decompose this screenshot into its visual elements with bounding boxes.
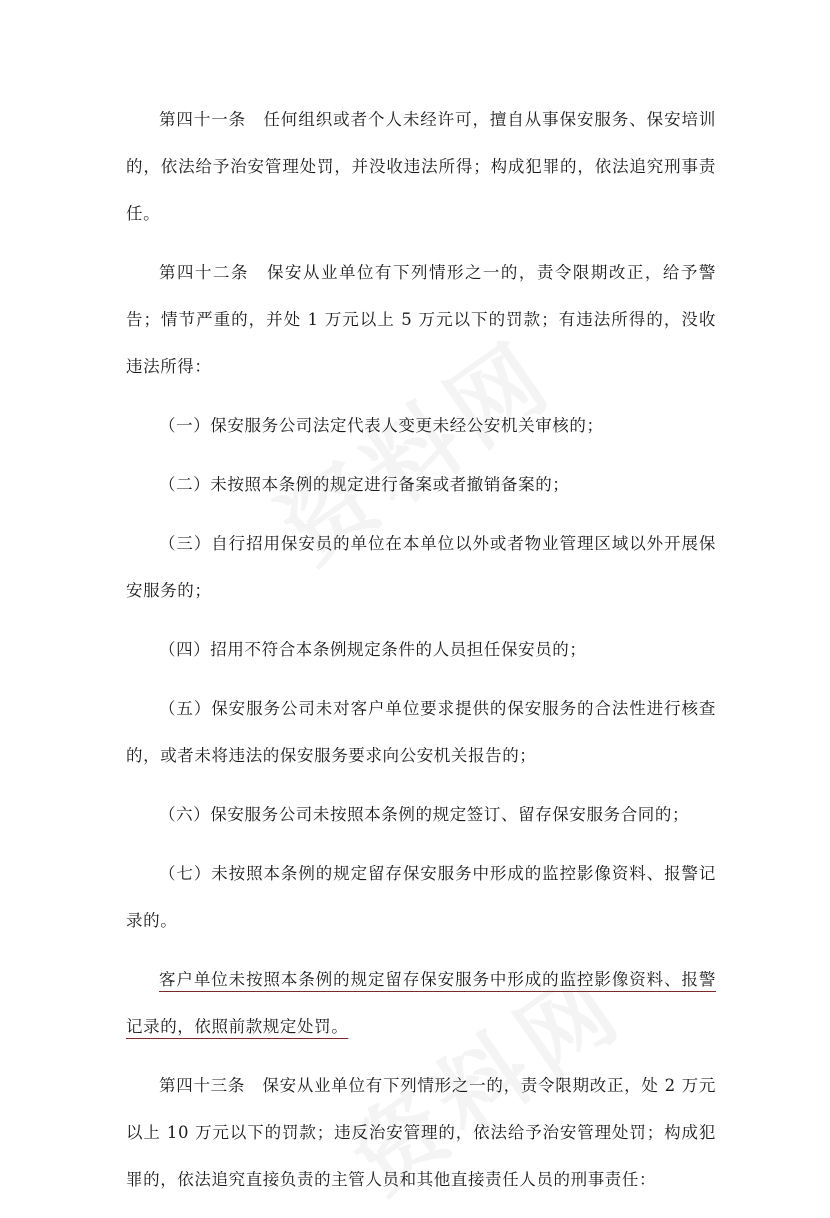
client-unit-paragraph: 客户单位未按照本条例的规定留存保安服务中形成的监控影像资料、报警记录的，依照前款规定处罚。 <box>126 970 716 1036</box>
article-41-paragraph: 第四十一条 任何组织或者个人未经许可，擅自从事保安服务、保安培训的，依法给予治安管理处罚，并没收违法所得；构成犯罪的，依法追究刑事责任。 <box>126 110 716 223</box>
article-42-item-3: （三）自行招用保安员的单位在本单位以外或者物业管理区域以外开展保安服务的； <box>126 534 716 600</box>
article-42-paragraph: 第四十二条 保安从业单位有下列情形之一的，责令限期改正，给予警告；情节严重的，并处 1 万元以上 5 万元以下的罚款；有违法所得的，没收违法所得： <box>126 263 716 376</box>
article-43-paragraph: 第四十三条 保安从业单位有下列情形之一的，责令限期改正，处 2 万元以上 10 万元以下的罚款；违反治安管理的，依法给予治安管理处罚；构成犯罪的，依法追究直接负责的主管人员和其他直接责任人员的刑事责任： <box>126 1076 716 1189</box>
article-42-item-6: （六）保安服务公司未按照本条例的规定签订、留存保安服务合同的； <box>159 805 690 824</box>
article-42-item-5: （五）保安服务公司未对客户单位要求提供的保安服务的合法性进行核查的，或者未将违法的保安服务要求向公安机关报告的； <box>126 699 716 765</box>
article-42-item-2: （二）未按照本条例的规定进行备案或者撤销备案的； <box>159 475 570 494</box>
article-42-item-1: （一）保安服务公司法定代表人变更未经公安机关审核的； <box>159 416 604 435</box>
article-42-item-4: （四）招用不符合本条例规定条件的人员担任保安员的； <box>159 640 587 659</box>
article-42-item-7: （七）未按照本条例的规定留存保安服务中形成的监控影像资料、报警记录的。 <box>126 864 716 930</box>
document-body <box>126 96 716 1215</box>
